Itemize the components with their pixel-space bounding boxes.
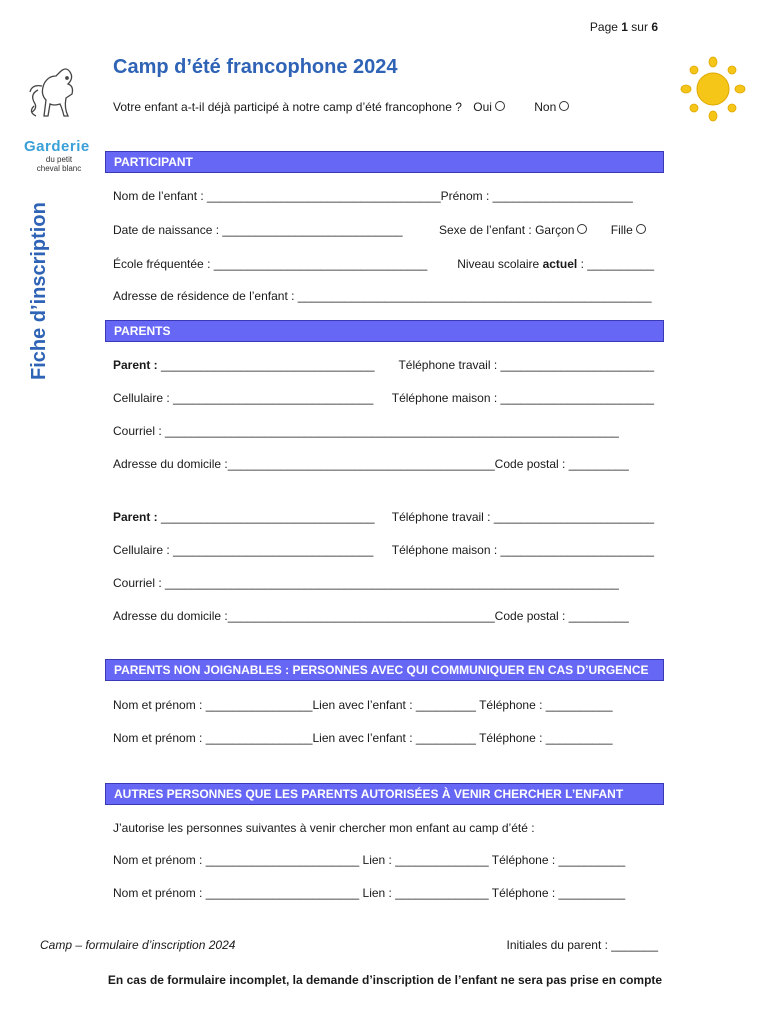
field-parent2-tel-travail[interactable]: Téléphone travail : ________________________ xyxy=(391,510,654,524)
field-parent1-tel-travail[interactable]: Téléphone travail : _______________________ xyxy=(398,358,654,372)
field-adresse-enfant[interactable]: Adresse de résidence de l’enfant : _____________________________________________________ xyxy=(113,289,652,303)
section-autorises-header: AUTRES PERSONNES QUE LES PARENTS AUTORISÉES À VENIR CHERCHER L’ENFANT xyxy=(105,783,664,805)
sun-icon xyxy=(678,54,748,124)
field-date-naissance[interactable]: Date de naissance : ___________________________ xyxy=(113,223,403,237)
field-ecole-row xyxy=(113,257,654,271)
field-parent2-courriel[interactable]: Courriel : ____________________________________________________________________ xyxy=(113,576,619,590)
field-urgence-1[interactable]: Nom et prénom : ________________Lien avec l’enfant : _________ Téléphone : __________ xyxy=(113,698,613,712)
field-parent1-courriel[interactable]: Courriel : ____________________________________________________________________ xyxy=(113,424,619,438)
form-title: Camp d’été francophone 2024 xyxy=(113,56,398,78)
radio-oui[interactable] xyxy=(495,101,505,111)
radio-fille[interactable] xyxy=(636,224,646,234)
section-participant-header: PARTICIPANT xyxy=(105,151,664,173)
field-parent1-tel-maison[interactable]: Téléphone maison : _______________________ xyxy=(391,391,654,405)
field-initiales-parent[interactable]: Initiales du parent : _______ xyxy=(506,938,658,952)
field-parent1-adresse[interactable]: Adresse du domicile :________________________________________Code postal : _________ xyxy=(113,457,629,471)
radio-non[interactable] xyxy=(559,101,569,111)
field-nom-prenom-enfant[interactable]: Nom de l’enfant : ___________________________________Prénom : _____________________ xyxy=(113,189,633,203)
brand-name: Garderie xyxy=(24,138,90,155)
field-autorise-2[interactable]: Nom et prénom : _______________________ Lien : ______________ Téléphone : __________ xyxy=(113,886,626,900)
field-parent2-nom[interactable]: Parent : ________________________________ xyxy=(113,510,375,524)
field-ecole[interactable]: École fréquentée : ________________________________ xyxy=(113,257,428,271)
parent2-row xyxy=(113,510,654,524)
field-parent2-tel-maison[interactable]: Téléphone maison : _______________________ xyxy=(391,543,654,557)
field-parent1-cellulaire[interactable]: Cellulaire : ______________________________ xyxy=(113,391,374,405)
parent1-cell-row xyxy=(113,391,654,405)
field-date-naissance-row xyxy=(113,223,654,237)
participation-question: Votre enfant a-t-il déjà participé à notre camp d’été francophone ? Oui Non xyxy=(113,100,569,114)
radio-garcon[interactable] xyxy=(577,224,587,234)
field-autorise-1[interactable]: Nom et prénom : _______________________ Lien : ______________ Téléphone : __________ xyxy=(113,853,626,867)
page-number: Page 1 sur 6 xyxy=(589,20,658,34)
autorises-intro: J’autorise les personnes suivantes à venir chercher mon enfant au camp d’été : xyxy=(113,821,535,835)
brand-subtitle: du petit cheval blanc xyxy=(36,155,82,173)
field-sexe: Sexe de l’enfant : Garçon Fille xyxy=(439,223,646,237)
section-parents-header: PARENTS xyxy=(105,320,664,342)
parent2-cell-row xyxy=(113,543,654,557)
incomplete-warning: En cas de formulaire incomplet, la demande d’inscription de l’enfant ne sera pas prise en compte xyxy=(107,973,663,987)
side-title: Fiche d’inscription xyxy=(28,202,50,380)
field-parent2-cellulaire[interactable]: Cellulaire : ______________________________ xyxy=(113,543,374,557)
section-urgence-header: PARENTS NON JOIGNABLES : PERSONNES AVEC QUI COMMUNIQUER EN CAS D’URGENCE xyxy=(105,659,664,681)
footer-form-name: Camp – formulaire d’inscription 2024 xyxy=(40,938,236,952)
field-niveau-scolaire[interactable]: Niveau scolaire actuel : __________ xyxy=(457,257,654,271)
field-parent2-adresse[interactable]: Adresse du domicile :________________________________________Code postal : _________ xyxy=(113,609,629,623)
field-urgence-2[interactable]: Nom et prénom : ________________Lien avec l’enfant : _________ Téléphone : __________ xyxy=(113,731,613,745)
field-parent1-nom[interactable]: Parent : ________________________________ xyxy=(113,358,375,372)
parent1-row xyxy=(113,358,654,372)
